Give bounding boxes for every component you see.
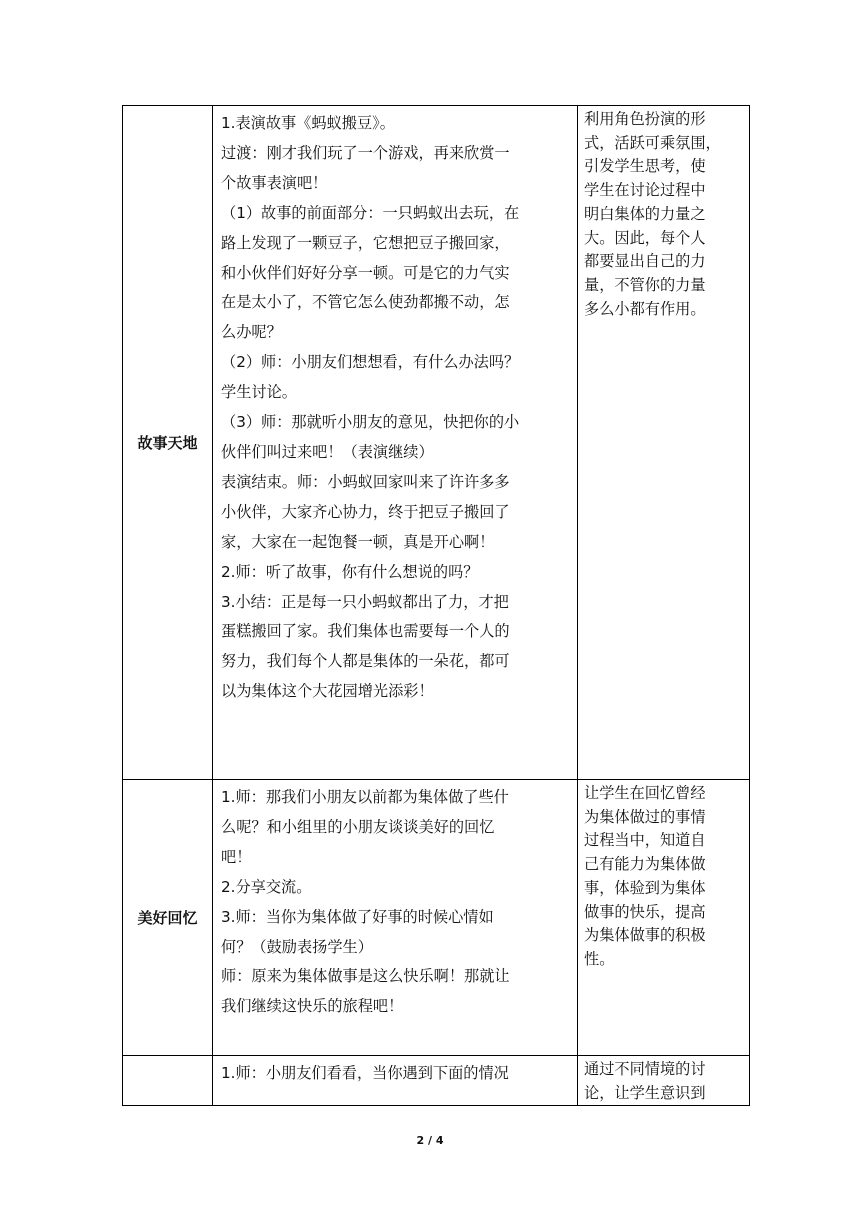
note-line: 做事的快乐，提高: [584, 902, 706, 921]
content-line: 么呢？和小组里的小朋友谈谈美好的回忆: [221, 817, 495, 836]
content-line: 个故事表演吧！: [221, 173, 328, 192]
note-line: 己有能力为集体做: [584, 855, 706, 874]
section-title: 美好回忆: [123, 780, 213, 1056]
content-line: 3.师：当你为集体做了好事的时候心情如: [221, 907, 494, 926]
content-line: （1）故事的前面部分：一只蚂蚁出去玩，在: [221, 203, 520, 222]
content-line: 3.小结：正是每一只小蚂蚁都出了力，才把: [221, 592, 509, 611]
content-line: （3）师：那就听小朋友的意见，快把你的小: [221, 413, 520, 432]
table-row: [123, 106, 750, 780]
table-row: [123, 780, 750, 1056]
note-line: 论，让学生意识到: [584, 1083, 706, 1102]
content-line: 蛋糕搬回了家。我们集体也需要每一个人的: [221, 622, 510, 641]
content-line: 小伙伴，大家齐心协力，终于把豆子搬回了: [221, 502, 510, 521]
content-line: 1.表演故事《蚂蚁搬豆》。: [221, 114, 395, 132]
section-content: [213, 780, 578, 1056]
content-line: 以为集体这个大花园增光添彩！: [221, 682, 434, 701]
note-line: 式，活跃可乘氛围，: [584, 133, 721, 152]
note-line: 大。因此，每个人: [584, 228, 706, 247]
content-line: 在是太小了，不管它怎么使劲都搬不动，怎: [221, 293, 510, 312]
content-line: 2.师：听了故事，你有什么想说的吗？: [221, 562, 479, 581]
content-line: 和小伙伴们好好分享一顿。可是它的力气实: [221, 263, 510, 282]
note-line: 为集体做事的积极: [584, 926, 706, 945]
content-line: 努力，我们每个人都是集体的一朵花，都可: [221, 652, 510, 671]
content-line: 2.分享交流。: [221, 877, 312, 896]
content-line: 1.师：那我们小朋友以前都为集体做了些什: [221, 788, 509, 806]
lesson-plan-table: [122, 105, 750, 1106]
note-line: 学生在讨论过程中: [584, 181, 706, 200]
content-line: 伙伴们叫过来吧！（表演继续）: [221, 442, 434, 461]
note-line: 引发学生思考，使: [584, 157, 706, 176]
note-line: 事，体验到为集体: [584, 878, 706, 897]
note-line: 利用角色扮演的形: [584, 110, 706, 128]
content-line: 么办呢？: [221, 323, 282, 342]
content-line: 师：原来为集体做事是这么快乐啊！那就让: [221, 967, 510, 986]
table-row: [123, 1056, 750, 1106]
note-line: 性。: [584, 949, 615, 968]
note-line: 多么小都有作用。: [584, 299, 706, 318]
design-intent-note: [578, 106, 750, 780]
content-line: 我们继续这快乐的旅程吧！: [221, 997, 404, 1016]
design-intent-note: [578, 1056, 750, 1106]
content-line: （2）师：小朋友们想想看，有什么办法吗？: [221, 353, 520, 372]
section-content: [213, 106, 578, 780]
note-line: 量，不管你的力量: [584, 275, 706, 294]
content-line: 路上发现了一颗豆子，它想把豆子搬回家，: [221, 233, 510, 252]
content-line: 1.师：小朋友们看看，当你遇到下面的情况: [221, 1064, 509, 1082]
content-line: 何？（鼓励表扬学生）: [221, 937, 373, 956]
design-intent-note: [578, 780, 750, 1056]
section-title: 故事天地: [123, 106, 213, 780]
note-line: 为集体做过的事情: [584, 807, 706, 826]
content-line: 过渡：刚才我们玩了一个游戏，再来欣赏一: [221, 143, 510, 162]
content-line: 吧！: [221, 847, 252, 866]
note-line: 明白集体的力量之: [584, 204, 706, 223]
section-title: [123, 1056, 213, 1106]
content-line: 表演结束。师：小蚂蚁回家叫来了许许多多: [221, 472, 510, 491]
section-content: [213, 1056, 578, 1106]
content-line: 家，大家在一起饱餐一顿，真是开心啊！: [221, 532, 495, 551]
note-line: 通过不同情境的讨: [584, 1060, 706, 1078]
note-line: 都要显出自己的力: [584, 252, 706, 271]
page-number: 2 / 4: [416, 1134, 444, 1147]
note-line: 过程当中，知道自: [584, 831, 706, 850]
note-line: 让学生在回忆曾经: [584, 784, 706, 802]
content-line: 学生讨论。: [221, 383, 297, 402]
